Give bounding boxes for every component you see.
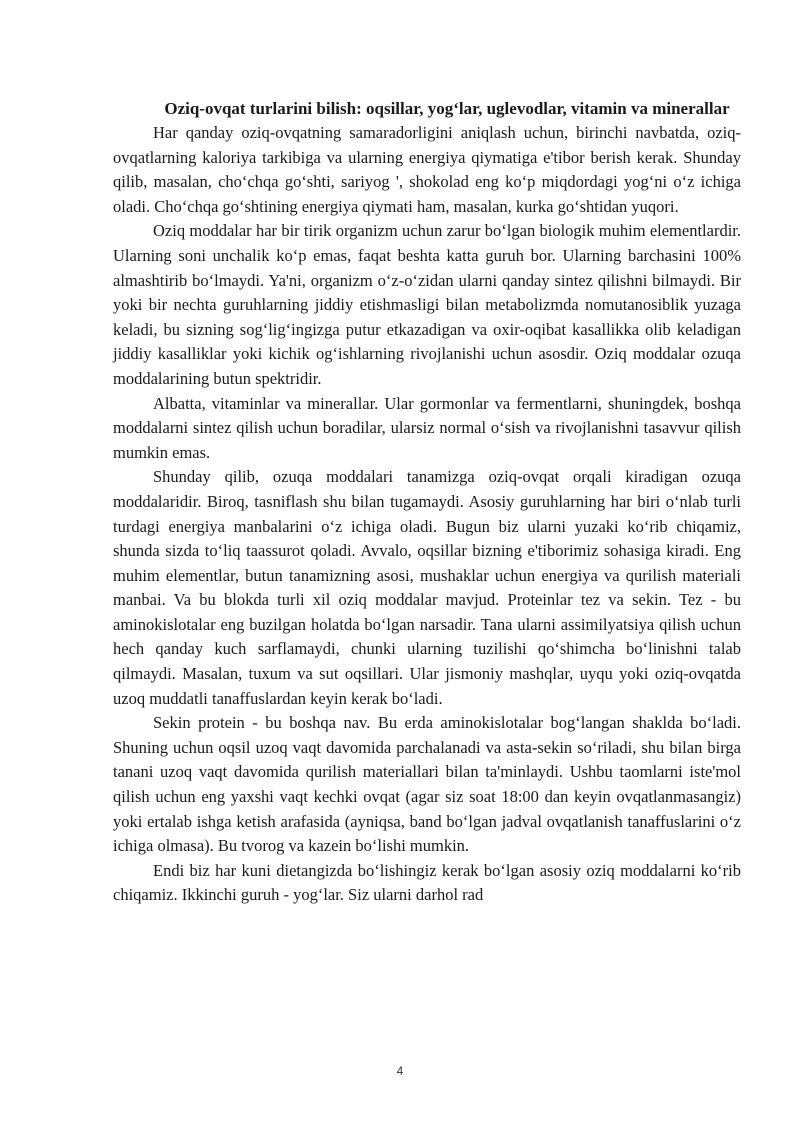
paragraph-5: Sekin protein - bu boshqa nav. Bu erda aminokislotalar bog‘langan shaklda bo‘ladi. Shuning uchun oqsil uzoq vaqt davomida parchalanadi va asta-sekin so‘riladi, shu bilan birga tanani uzoq vaqt davomida qurilish materiallari bilan ta'minlaydi. Ushbu taomlarni iste'mol qilish uchun eng yaxshi vaqt kechki ovqat (agar siz soat 18:00 dan keyin ovqatlanmasangiz) yoki ertalab ishga ketish arafasida (ayniqsa, band bo‘lgan jadval ovqatlanish tanaffuslarini o‘z ichiga olmasa). Bu tvorog va kazein bo‘lishi mumkin. xyxy=(113,713,741,856)
paragraph-2: Oziq moddalar har bir tirik organizm uchun zarur bo‘lgan biologik muhim elementlardir. Ularning soni unchalik ko‘p emas, faqat beshta katta guruh bor. Ularning barchasini 100% almashtirib bo‘lmaydi. Ya'ni, organizm o‘z-o‘zidan ularni qanday sintez qilishni bilmaydi. Bir yoki bir nechta guruhlarning jiddiy etishmasligi bilan metabolizmda nomutanosiblik yuzaga keladi, bu sizning sog‘lig‘ingizga putur etkazadigan va oxir-oqibat kasallikka olib keladigan jiddiy kasalliklar yoki kichik og‘ishlarning rivojlanishi uchun asosdir. Oziq moddalar ozuqa moddalarining butun spektridir. xyxy=(113,221,741,388)
paragraph-3: Albatta, vitaminlar va minerallar. Ular gormonlar va fermentlarni, shuningdek, boshqa moddalarni sintez qilish uchun boradilar, ularsiz normal o‘sish va rivojlanishni tasavvur qilish mumkin emas. xyxy=(113,393,741,462)
page-content xyxy=(113,97,741,908)
paragraph-4: Shunday qilib, ozuqa moddalari tanamizga oziq-ovqat orqali kiradigan ozuqa moddalaridir. Biroq, tasniflash shu bilan tugamaydi. Asosiy guruhlarning har biri o‘nlab turli turdagi energiya manbalarini o‘z ichiga oladi. Bugun biz ularni yuzaki ko‘rib chiqamiz, shunda sizda to‘liq taassurot qoladi. Avvalo, oqsillar bizning e'tiborimiz sohasiga kiradi. Eng muhim elementlar, butun tanamizning asosi, mushaklar uchun energiya va qurilish materiali manbai. Va bu blokda turli xil oziq moddalar mavjud. Proteinlar tez va sekin. Tez - bu aminokislotalar eng buzilgan holatda bo‘lgan narsadir. Tana ularni assimilyatsiya qilish uchun hech qanday kuch sarflamaydi, chunki ularning tuzilishi qo‘shimcha bo‘linishni talab qilmaydi. Masalan, tuxum va sut oqsillari. Ular jismoniy mashqlar, uyqu yoki oziq-ovqatda uzoq muddatli tanaffuslardan keyin kerak bo‘ladi. xyxy=(113,467,741,708)
paragraph-6: Endi biz har kuni dietangizda bo‘lishingiz kerak bo‘lgan asosiy oziq moddalarni ko‘rib chiqamiz. Ikkinchi guruh - yog‘lar. Siz ularni darhol rad xyxy=(113,860,741,905)
page-number: 4 xyxy=(396,1064,404,1078)
paragraph-1: Har qanday oziq-ovqatning samaradorligini aniqlash uchun, birinchi navbatda, oziq-ovqatlarning kaloriya tarkibiga va ularning energiya qiymatiga e'tibor berish kerak. Shunday qilib, masalan, cho‘chqa go‘shti, sariyog ', shokolad eng ko‘p miqdordagi yog‘ni o‘z ichiga oladi. Cho‘chqa go‘shtining energiya qiymati ham, masalan, kurka go‘shtidan yuqori. xyxy=(113,123,741,216)
page-title: Oziq-ovqat turlarini bilish: oqsillar, yog‘lar, uglevodlar, vitamin va minerallar xyxy=(164,99,730,118)
